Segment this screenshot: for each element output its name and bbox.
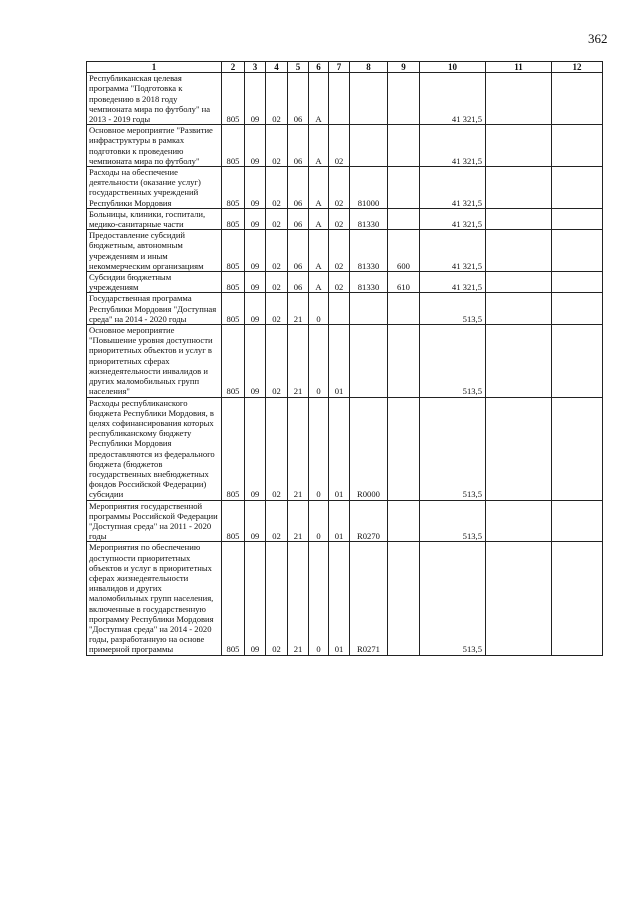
row-cell-col-8 [350, 293, 388, 325]
table-row [87, 397, 603, 500]
row-cell-col-9 [388, 542, 420, 655]
row-cell-col-11 [486, 542, 552, 655]
row-cell-col-4: 02 [266, 208, 288, 229]
row-cell-col-6: А [309, 167, 329, 209]
table-row [87, 500, 603, 542]
row-cell-col-7 [329, 293, 350, 325]
row-cell-col-12 [552, 500, 603, 542]
table-row [87, 293, 603, 325]
row-cell-col-3: 09 [245, 293, 266, 325]
table-row [87, 325, 603, 397]
row-cell-col-10: 513,5 [420, 397, 486, 500]
row-cell-col-5: 06 [288, 125, 309, 167]
row-name-cell: Государственная программа Республики Мордовия "Доступная среда" на 2014 - 2020 годы [87, 293, 222, 325]
row-cell-col-10: 41 321,5 [420, 73, 486, 125]
row-cell-col-2: 805 [222, 272, 245, 293]
table-row [87, 542, 603, 655]
row-cell-col-9 [388, 125, 420, 167]
row-cell-col-3: 09 [245, 500, 266, 542]
row-cell-col-7: 02 [329, 272, 350, 293]
row-cell-col-10: 513,5 [420, 542, 486, 655]
row-cell-col-11 [486, 500, 552, 542]
row-cell-col-5: 06 [288, 73, 309, 125]
row-cell-col-4: 02 [266, 500, 288, 542]
row-cell-col-2: 805 [222, 397, 245, 500]
row-cell-col-6: А [309, 272, 329, 293]
row-cell-col-8: 81330 [350, 208, 388, 229]
row-cell-col-4: 02 [266, 397, 288, 500]
row-name-cell: Предоставление субсидий бюджетным, автономным учреждениям и иным некоммерческим организациям [87, 230, 222, 272]
header-col-5: 5 [288, 62, 309, 73]
row-cell-col-2: 805 [222, 293, 245, 325]
row-cell-col-5: 21 [288, 500, 309, 542]
row-cell-col-5: 21 [288, 325, 309, 397]
row-name-cell: Мероприятия государственной программы Российской Федерации "Доступная среда" на 2011 - 2020 годы [87, 500, 222, 542]
row-cell-col-8 [350, 125, 388, 167]
row-cell-col-12 [552, 230, 603, 272]
header-col-2: 2 [222, 62, 245, 73]
header-col-3: 3 [245, 62, 266, 73]
row-cell-col-2: 805 [222, 167, 245, 209]
row-cell-col-3: 09 [245, 73, 266, 125]
row-cell-col-10: 41 321,5 [420, 125, 486, 167]
row-name-cell: Расходы республиканского бюджета Республики Мордовия, в целях софинансирования которых республиканскому бюджету Республики Мордовия предоставляются из федерального бюджета (бюджетов государственных внебюджетных фондов Российской Федерации) субсидии [87, 397, 222, 500]
page-number: 362 [588, 31, 608, 46]
row-cell-col-2: 805 [222, 208, 245, 229]
row-cell-col-12 [552, 325, 603, 397]
row-cell-col-4: 02 [266, 167, 288, 209]
row-cell-col-8: 81000 [350, 167, 388, 209]
row-cell-col-9 [388, 73, 420, 125]
row-cell-col-8: R0270 [350, 500, 388, 542]
row-cell-col-3: 09 [245, 167, 266, 209]
row-cell-col-6: А [309, 230, 329, 272]
header-col-9: 9 [388, 62, 420, 73]
row-cell-col-11 [486, 167, 552, 209]
row-cell-col-4: 02 [266, 272, 288, 293]
table-row [87, 73, 603, 125]
row-cell-col-6: А [309, 208, 329, 229]
row-cell-col-12 [552, 125, 603, 167]
header-col-7: 7 [329, 62, 350, 73]
row-cell-col-12 [552, 73, 603, 125]
row-cell-col-11 [486, 325, 552, 397]
row-cell-col-4: 02 [266, 73, 288, 125]
row-cell-col-6: 0 [309, 500, 329, 542]
row-cell-col-6: 0 [309, 293, 329, 325]
row-cell-col-4: 02 [266, 325, 288, 397]
row-cell-col-4: 02 [266, 542, 288, 655]
row-cell-col-12 [552, 272, 603, 293]
row-cell-col-4: 02 [266, 230, 288, 272]
row-cell-col-8: R0000 [350, 397, 388, 500]
row-cell-col-10: 513,5 [420, 500, 486, 542]
row-cell-col-6: 0 [309, 397, 329, 500]
row-cell-col-11 [486, 125, 552, 167]
header-col-4: 4 [266, 62, 288, 73]
table-row [87, 272, 603, 293]
header-col-1: 1 [87, 62, 222, 73]
row-cell-col-5: 06 [288, 167, 309, 209]
row-name-cell: Основное мероприятие "Развитие инфраструктуры в рамках подготовки к проведению чемпионата мира по футболу" [87, 125, 222, 167]
row-cell-col-11 [486, 73, 552, 125]
row-cell-col-5: 21 [288, 542, 309, 655]
row-cell-col-8: 81330 [350, 230, 388, 272]
header-col-12: 12 [552, 62, 603, 73]
row-cell-col-9 [388, 208, 420, 229]
row-name-cell: Субсидии бюджетным учреждениям [87, 272, 222, 293]
row-cell-col-7 [329, 73, 350, 125]
row-cell-col-6: 0 [309, 542, 329, 655]
row-cell-col-7: 02 [329, 167, 350, 209]
row-cell-col-2: 805 [222, 325, 245, 397]
row-cell-col-3: 09 [245, 230, 266, 272]
row-cell-col-3: 09 [245, 542, 266, 655]
row-cell-col-10: 41 321,5 [420, 230, 486, 272]
row-cell-col-4: 02 [266, 125, 288, 167]
row-cell-col-5: 21 [288, 397, 309, 500]
row-cell-col-8 [350, 325, 388, 397]
row-cell-col-11 [486, 230, 552, 272]
row-cell-col-10: 513,5 [420, 293, 486, 325]
row-name-cell: Республиканская целевая программа "Подготовка к проведению в 2018 году чемпионата мира по футболу" на 2013 - 2019 годы [87, 73, 222, 125]
row-cell-col-2: 805 [222, 542, 245, 655]
row-cell-col-9 [388, 293, 420, 325]
row-cell-col-5: 06 [288, 230, 309, 272]
row-cell-col-7: 01 [329, 325, 350, 397]
row-cell-col-2: 805 [222, 500, 245, 542]
row-cell-col-2: 805 [222, 125, 245, 167]
header-col-8: 8 [350, 62, 388, 73]
budget-table [86, 61, 603, 656]
row-cell-col-12 [552, 397, 603, 500]
row-cell-col-11 [486, 397, 552, 500]
row-cell-col-8: R0271 [350, 542, 388, 655]
row-cell-col-9 [388, 325, 420, 397]
row-cell-col-3: 09 [245, 272, 266, 293]
row-cell-col-10: 41 321,5 [420, 272, 486, 293]
table-row [87, 167, 603, 209]
row-cell-col-12 [552, 293, 603, 325]
row-cell-col-11 [486, 208, 552, 229]
row-cell-col-4: 02 [266, 293, 288, 325]
row-cell-col-11 [486, 272, 552, 293]
row-cell-col-7: 01 [329, 397, 350, 500]
row-cell-col-9: 610 [388, 272, 420, 293]
header-col-10: 10 [420, 62, 486, 73]
table-row [87, 208, 603, 229]
row-cell-col-7: 01 [329, 500, 350, 542]
row-cell-col-6: А [309, 73, 329, 125]
row-cell-col-2: 805 [222, 230, 245, 272]
row-cell-col-12 [552, 208, 603, 229]
row-cell-col-12 [552, 542, 603, 655]
row-cell-col-2: 805 [222, 73, 245, 125]
row-cell-col-6: 0 [309, 325, 329, 397]
row-cell-col-7: 02 [329, 125, 350, 167]
row-cell-col-10: 41 321,5 [420, 167, 486, 209]
table-row [87, 230, 603, 272]
row-cell-col-5: 21 [288, 293, 309, 325]
table-row [87, 125, 603, 167]
row-cell-col-7: 02 [329, 230, 350, 272]
row-cell-col-8: 81330 [350, 272, 388, 293]
row-name-cell: Мероприятия по обеспечению доступности приоритетных объектов и услуг в приоритетных сферах жизнедеятельности инвалидов и других маломобильных групп населения, включенные в государственную программу Республики Мордовия "Доступная среда" на 2014 - 2020 годы, разработанную на основе примерной программы [87, 542, 222, 655]
row-cell-col-6: А [309, 125, 329, 167]
row-cell-col-12 [552, 167, 603, 209]
row-cell-col-3: 09 [245, 208, 266, 229]
row-cell-col-10: 513,5 [420, 325, 486, 397]
row-cell-col-9 [388, 167, 420, 209]
row-cell-col-9: 600 [388, 230, 420, 272]
row-name-cell: Больницы, клиники, госпитали, медико-санитарные части [87, 208, 222, 229]
row-cell-col-9 [388, 500, 420, 542]
header-col-11: 11 [486, 62, 552, 73]
row-cell-col-5: 06 [288, 208, 309, 229]
row-cell-col-5: 06 [288, 272, 309, 293]
row-cell-col-10: 41 321,5 [420, 208, 486, 229]
row-cell-col-9 [388, 397, 420, 500]
row-cell-col-3: 09 [245, 125, 266, 167]
row-cell-col-7: 02 [329, 208, 350, 229]
row-name-cell: Расходы на обеспечение деятельности (оказание услуг) государственных учреждений Республики Мордовия [87, 167, 222, 209]
row-cell-col-7: 01 [329, 542, 350, 655]
row-name-cell: Основное мероприятие "Повышение уровня доступности приоритетных объектов и услуг в приоритетных сферах жизнедеятельности инвалидов и других маломобильных групп населения" [87, 325, 222, 397]
row-cell-col-8 [350, 73, 388, 125]
row-cell-col-11 [486, 293, 552, 325]
row-cell-col-3: 09 [245, 397, 266, 500]
row-cell-col-3: 09 [245, 325, 266, 397]
header-row [87, 62, 603, 73]
header-col-6: 6 [309, 62, 329, 73]
